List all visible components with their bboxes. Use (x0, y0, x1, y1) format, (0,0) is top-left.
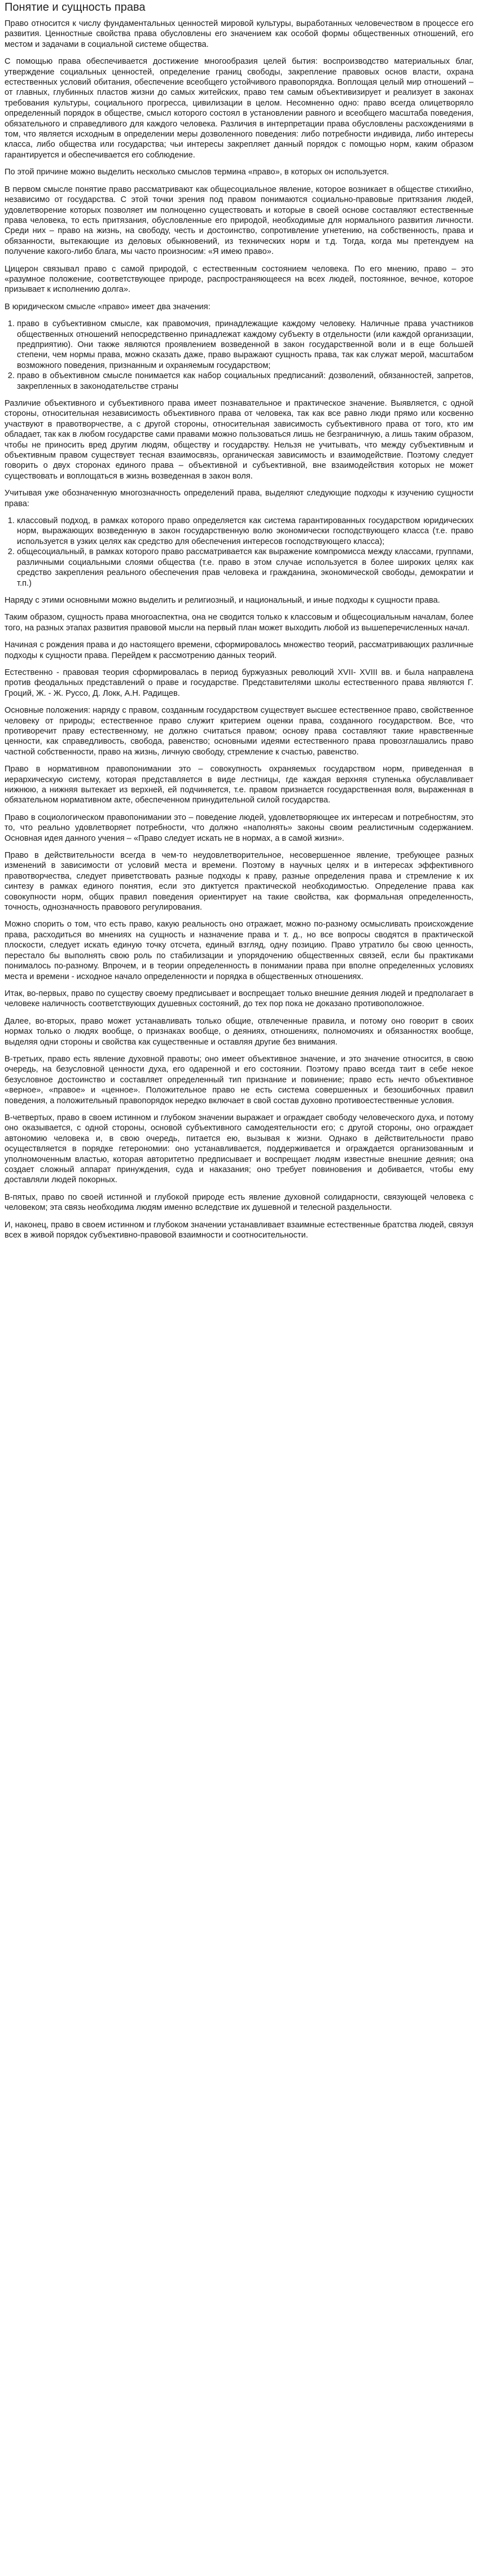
paragraph-14: Право в нормативном правопонимании это – совокупность охраняемых государством норм, приведенная в иерархическую систему, которая представляется в виде лестницы, где каждая верхняя ступенька обуславливает нижнюю, а нижняя вытекает из верхней, ей подчиняется, т.е. правом признается государственная воля, выраженная в обязательном нормативном акте, обеспеченном принудительной силой государства. (5, 765, 473, 805)
list-item: 1. право в субъективном смысле, как правомочия, принадлежащие каждому человеку. Наличные права участников общественных отношений непосредственно принадлежат каждому субъекту в отдельности (или каждой организации, предприятию). Они также являются проявлением возведенной в закон государственной воли и в еще большей степени, чем нормы права, можно сказать даже, право выражают сущность права, так как служат мерой, масштабом возможного поведения, признанным и охраняемым государством; (17, 319, 473, 371)
paragraph-8: Учитывая уже обозначенную многозначность определений права, выделяют следующие подходы к изучению сущности права: (5, 489, 473, 508)
list-item: 2. право в объективном смысле понимается как набор социальных предписаний: дозволений, обязанностей, запретов, закрепленных в законодательстве страны (17, 371, 473, 392)
paragraph-5: Цицерон связывал право с самой природой, с естественным состоянием человека. По его мнению, право – это «разумное положение, соответствующее природе, распространяющееся на всех людей, постоянное, вечное, которое призывает к исполнению долга». (5, 264, 473, 295)
paragraph-22: В-пятых, право по своей истинной и глубокой природе есть явление духовной солидарности, связующей человека с человеком; эта связь необходима людям именно вследствие их душевной и телесной раздельности. (5, 1192, 473, 1213)
paragraph-9: Наряду с этими основными можно выделить и религиозный, и национальный, и иные подходы к сущности права. (5, 595, 440, 605)
page-title: Понятие и сущность права (5, 1, 146, 14)
paragraph-11: Начиная с рождения права и до настоящего времени, сформировалось множество теорий, рассматривающих различные подходы к сущности права. Перейдем к рассмотрению данных теорий. (5, 640, 473, 660)
paragraph-13: Основные положения: наряду с правом, созданным государством существует высшее естественное право, свойственное человеку от природы; естественное право служит критерием оценки права, созданного государством. Все, что противоречит праву естественному, не должно считаться правом; основу права составляют такие нравственные ценности, как справедливость, свобода, равенство; основными идеями естественного права провозглашались право частной собственности, право на жизнь, личную свободу, стремление к счастью, равенство. (5, 706, 473, 757)
approaches-list (5, 516, 473, 589)
paragraph-1: Право относится к числу фундаментальных ценностей мировой культуры, выработанных человечеством в процессе его развития. Ценностные свойства права обусловлены его значением как особой формы общественных отношений, его местом и задачами в социальной системе общества. (5, 19, 473, 49)
paragraph-16: Право в действительности всегда в чем-то неудовлетворительное, несовершенное явление, требующее разных изменений в зависимости от условий места и времени. Поэтому в научных целях и в интересах эффективного правотворчества, следует приветствовать разные подходы к праву, разные определения права и стремление к их синтезу в рамках единого понятия, если это диктуется практической необходимостью. Определение права как совокупности норм, общих правил поведения ориентирует на такие свойства, как формальная определенность, точность, однозначность правового регулирования. (5, 851, 473, 912)
article (0, 0, 478, 1240)
paragraph-4: В первом смысле понятие право рассматривают как общесоциальное явление, которое возникает в обществе стихийно, независимо от государства. С этой точки зрения под правом понимаются социально-правовые притязания людей, удовлетворение которых позволяет им полноценно существовать и которые в своей основе составляют естественные права человека, то есть притязания, обусловленные его природой, необходимые для нормального развития личности. Среди них – право на жизнь, на свободу, честь и достоинство, сопротивление угнетению, на собственность, права и обязанности, вытекающие из деловых обыкновений, из технических норм и т.д. Тогда, когда мы претендуем на получение какого-либо блага, мы часто произносим: «Я имею право». (5, 185, 473, 257)
paragraph-20: В-третьих, право есть явление духовной правоты; оно имеет объективное значение, и это значение относится, в свою очередь, на безусловной ценности духа, его одаренной и его состоянии. Поэтому право всегда таит в себе некое безусловное достоинство и составляет определенный тип признание и повинение; право есть нечто объективное «верное», «правое» и «ценное». Положительное право не есть система совершенных и безошибочных правил поведения, а положительный правопорядок нередко включает в свой состав духовно противоестественные условия. (5, 1054, 473, 1105)
paragraph-18: Итак, во-первых, право по существу своему предписывает и воспрещает только внешние деяния людей и предполагает в человеке наличность соответствующих душевных состояний, до тех пор пока не доказано противоположное. (5, 989, 473, 1009)
paragraph-17: Можно спорить о том, что есть право, какую реальность оно отражает, можно по-разному осмысливать происхождение права, расходиться во мнениях на сущность и назначение права и т. д., но все вопросы сводятся в практической плоскости, следует искать единую точку отсчета, единый взгляд, одну позицию. Право утратило бы свою ценность, перестало бы выполнять свою роль по стабилизации и упорядочению общественных связей, если бы практиками понималось по-разному. Впрочем, и в теории определенность в понимании права при вполне определенных условиях места и времени - исходное начало определенности и порядка в общественных отношениях. (5, 920, 473, 981)
paragraph-10: Таким образом, сущность права многоаспектна, она не сводится только к классовым и общесоциальным началам, более того, на разных этапах развития правовой мысли на первый план может выходить любой из вышеперечисленных начал. (5, 613, 473, 633)
paragraph-6: В юридическом смысле «право» имеет два значения: (5, 302, 211, 311)
paragraph-15: Право в социологическом правопонимании это – поведение людей, удовлетворяющее их интересам и потребностям, это то, что реально удовлетворяет потребности, что должно «наполнять» законы своим реалистичным содержанием. Основная идея данного учения – «Право следует искать не в нормах, а в самой жизни». (5, 813, 473, 843)
paragraph-7: Различие объективного и субъективного права имеет познавательное и практическое значение. Выявляется, с одной стороны, относительная независимость объективного права от человека, так как все равно люди прямо или косвенно участвуют в правотворчестве, а с другой стороны, относительная зависимость субъективного права от того, кто им обладает, так как в любом государстве сами правами можно пользоваться лишь не безграничную, а лишь таким образом, чтобы не приносить вред другим людям, обществу и государству. Нельзя не учитывать, что между субъективным и объективным правом существует тесная взаимосвязь, органическая зависимость и взаимодействие. Поэтому следует говорить о двух сторонах единого права – объективной и субъективной, вне взаимодействия которых не может существовать и воплощаться в жизнь возведенная в закон воля. (5, 399, 473, 481)
paragraph-2: С помощью права обеспечивается достижение многообразия целей бытия: воспроизводство материальных благ, утверждение социальных ценностей, определение границ свободы, закрепление правовых основ власти, охрана естественных условий обитания, обеспечение всеобщего устойчивого правопорядка. Воплощая целый мир отношений – от главных, глубинных пластов жизни до самых житейских, право тем самым объективизирует и реализует в законах требования культуры, социального прогресса, цивилизации в целом. Несомненно одно: право всегда олицетворяло определенный порядок в обществе, смысл которого состоял в установлении равного и всеобщего масштаба поведения, обязательного и справедливого для каждого человека. Различия в интерпретации права обусловлены расхождениями в том, что является исходным в определении меры дозволенного поведения: либо потребности индивида, либо интересы класса, либо общества или государства; чьи интересы закрепляет данный порядок с помощью норм, каким образом гарантируется и обеспечивается его соблюдение. (5, 57, 473, 160)
paragraph-23: И, наконец, право в своем истинном и глубоком значении устанавливает взаимные естественные братства людей, связуя всех в живой порядок субъективно-правовой взаимности и соотносительности. (5, 1220, 473, 1240)
paragraph-12: Естественно - правовая теория сформировалась в период буржуазных революций XVII- XVIII вв. и была направлена против феодальных представлений о праве и государстве. Представителями школы естественного права являются Г. Гроций, Ж. - Ж. Руссо, Д. Локк, А.Н. Радищев. (5, 668, 473, 698)
list-item: 1. классовый подход, в рамках которого право определяется как система гарантированных государством юридических норм, выражающих возведенную в закон государственную волю экономически господствующего класса (т.е. право используется в узких целях как средство для обеспечения интересов господствующего класса); (17, 516, 473, 547)
legal-meanings-list (5, 319, 473, 392)
paragraph-21: В-четвертых, право в своем истинном и глубоком значении выражает и ограждает свободу человеческого духа, и потому оно оказывается, с одной стороны, основой субъективного самодеятельности его; с другой стороны, оно ограждает автономию человека и, в свою очередь, питается ею, вызывая к жизни. Однако в действительности право осуществляется в порядке гетерономии: оно устанавливается, поддерживается и ограждается организованным и уполномоченным властью, которая авторитетно предписывает и воспрещает людям известные внешние деяния; она создает сложный аппарат принуждения, суда и наказания; оно требует повиновения и добивается, чтобы ему доставляли людей покорных. (5, 1113, 473, 1185)
paragraph-19: Далее, во-вторых, право может устанавливать только общие, отвлеченные правила, и потому оно говорит в своих нормах только о людях вообще, о признаках вообще, о деяниях, отношениях, полномочиях и обязанностях вообще, выделяя одни стороны и свойства как существенные и оставляя другие без внимания. (5, 1016, 473, 1047)
list-item: 2. общесоциальный, в рамках которого право рассматривается как выражение компромисса между классами, группами, различными социальными слоями общества (т.е. право в этом случае используется в более широких целях как средство закрепления реального обеспечения прав человека и гражданина, экономической свободы, демократии и т.п.) (17, 547, 473, 589)
paragraph-3: По этой причине можно выделить несколько смыслов термина «право», в которых он используется. (5, 168, 389, 177)
